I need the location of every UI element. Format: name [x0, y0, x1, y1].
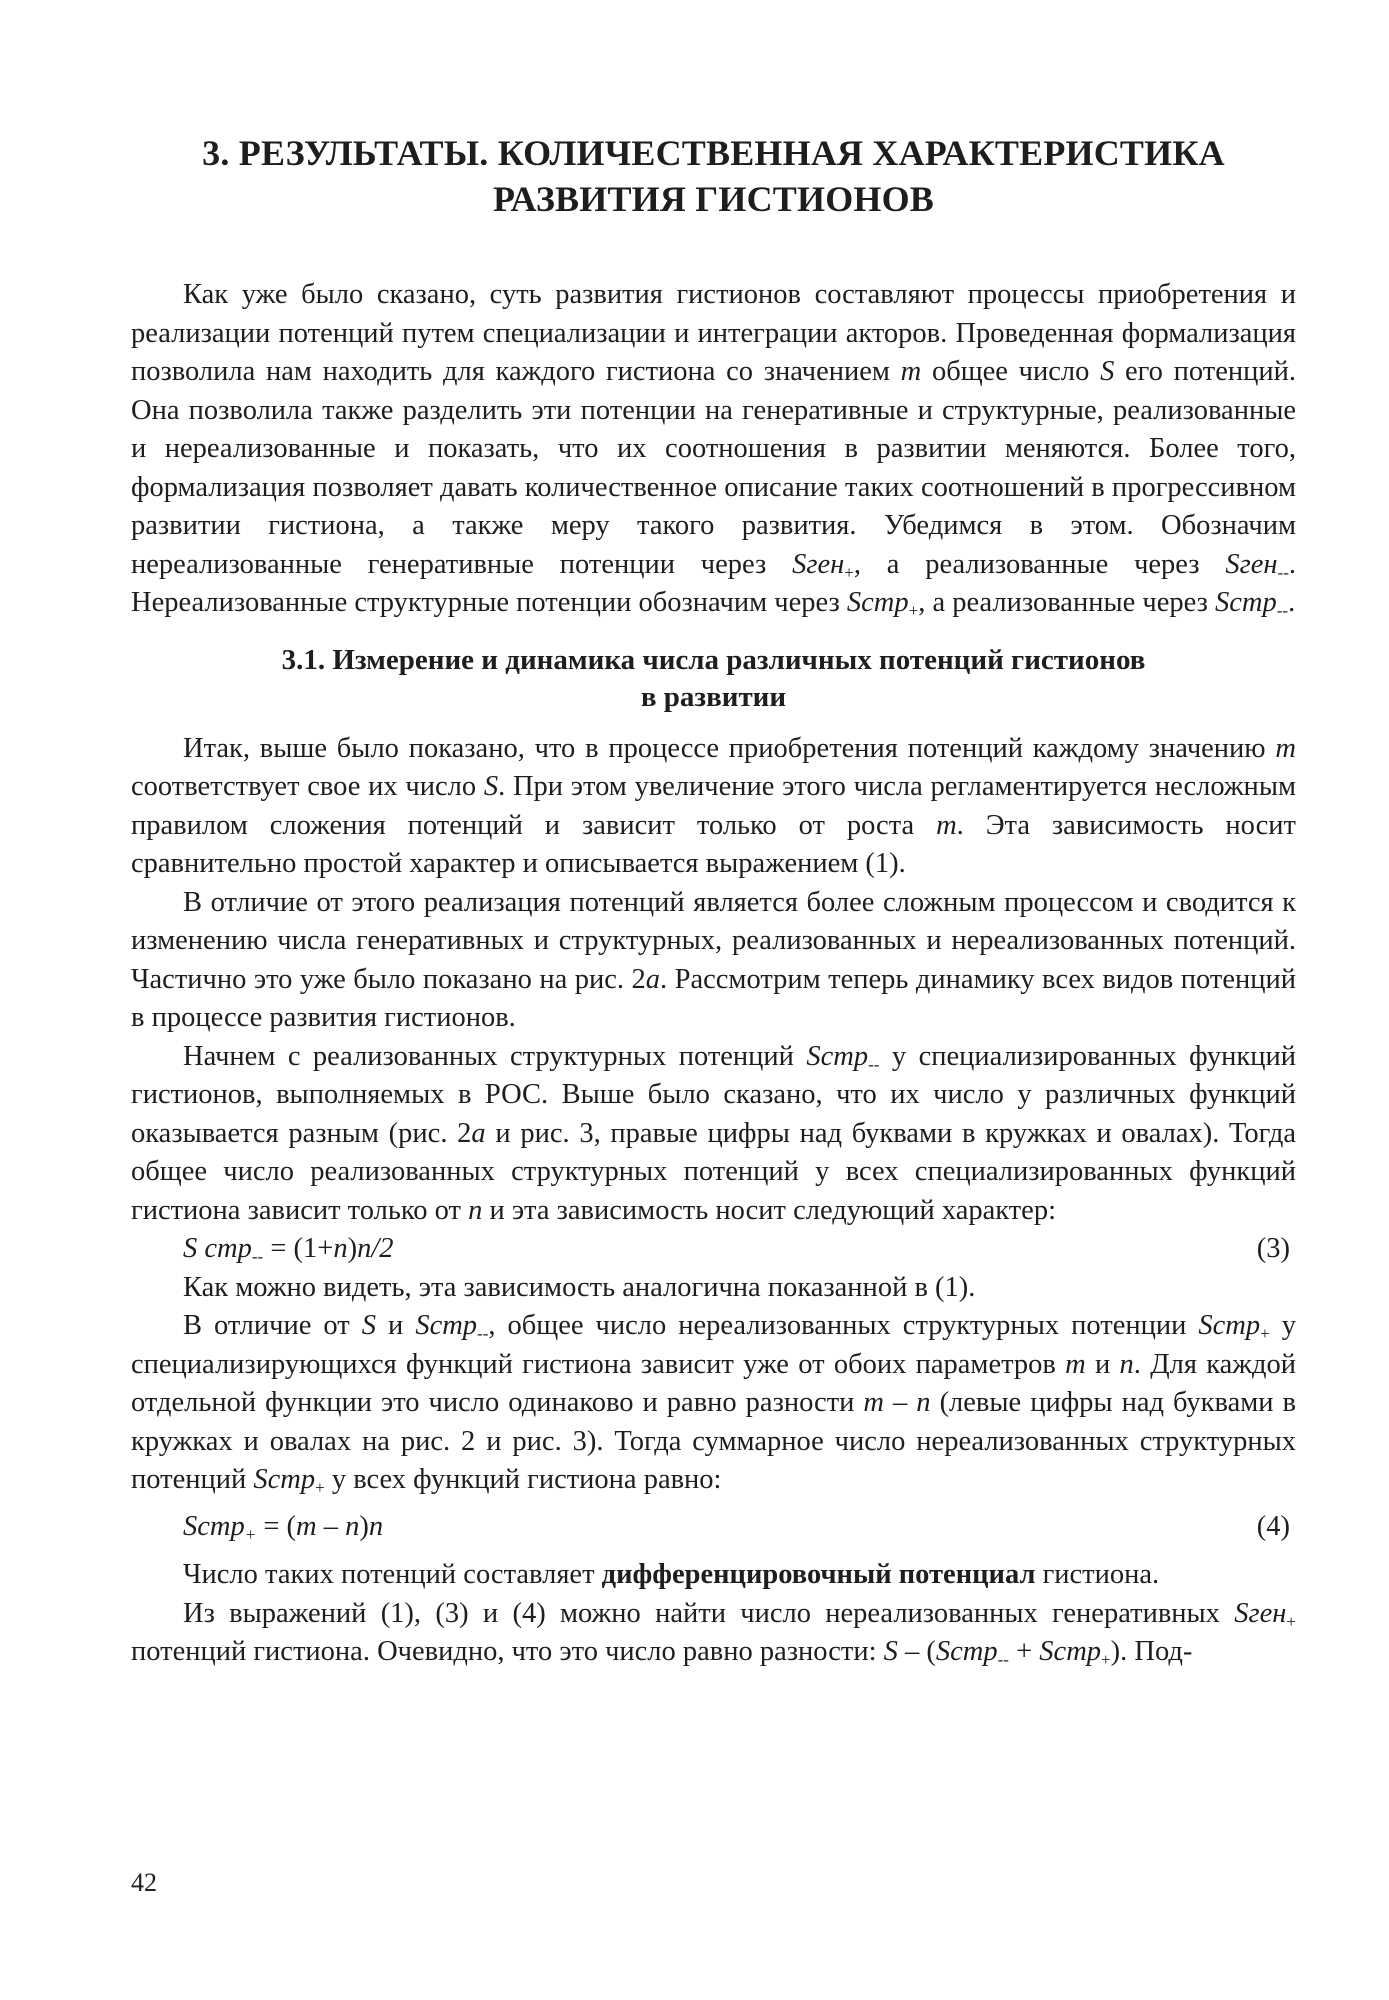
- subscript-minus: --: [1276, 601, 1289, 620]
- formula-4-number: (4): [1256, 1510, 1290, 1542]
- symbol-sstr: Sстр: [846, 587, 909, 618]
- text-run: его потенций. Она позволила также разделить эти потенции на генеративные и структурные, реализованные и нереализованные и показать, что их соотношения в развитии меняются. Более того, формализация позволяет давать количественное описание таких соотношений в прогрессивном развитии гистиона, а также меру такого развития. Убедимся в этом. Обозначим нереализованные генеративные потенции через: [131, 356, 1296, 580]
- figure-letter: а: [471, 1117, 486, 1149]
- text-run: +: [1008, 1636, 1040, 1667]
- text-run: гистиона.: [1035, 1559, 1160, 1590]
- variable-n: n: [333, 1233, 348, 1264]
- text-run: у всех функций гистиона равно:: [324, 1464, 722, 1495]
- subscript-minus: --: [251, 1247, 264, 1266]
- chapter-title-line1: 3. РЕЗУЛЬТАТЫ. КОЛИЧЕСТВЕННАЯ ХАРАКТЕРИСТИКА: [202, 133, 1225, 173]
- chapter-title-line2: РАЗВИТИЯ ГИСТИОНОВ: [492, 179, 935, 219]
- subscript-plus: +: [908, 601, 919, 620]
- text-run: . При этом увеличение этого числа регламентируется несложным правилом сложения потенций и зависит только от роста: [131, 771, 1296, 841]
- symbol-sstr: Sстр: [1198, 1310, 1261, 1341]
- formula-3: [131, 1230, 1296, 1269]
- text-run: , а реализованные через: [918, 587, 1215, 618]
- variable-s: S: [483, 771, 499, 802]
- text-run: Итак, выше было показано, что в процессе приобретения потенций каждому значению: [183, 732, 1276, 764]
- text-run: Как уже было сказано, суть развития гистионов составляют процессы приобретения и реализации потенций путем специализации и интеграции акторов. Проведенная формализация позволила нам находить для каждого гистиона со значением: [131, 279, 1296, 387]
- variable-m: m: [936, 809, 957, 841]
- formula-term: = (: [256, 1510, 297, 1542]
- bold-term: дифференцировочный потенциал: [601, 1559, 1036, 1590]
- formula-term: = (1+: [263, 1233, 334, 1264]
- section-heading-line2: в развитии: [640, 680, 787, 713]
- subscript-minus: --: [868, 1054, 880, 1074]
- paragraph-6: [131, 1556, 1296, 1595]
- subscript-minus: --: [1277, 562, 1289, 582]
- formula-term: Sстр: [183, 1510, 245, 1542]
- text-run: Число таких потенций составляет: [183, 1559, 602, 1590]
- variable-m: m: [900, 356, 922, 387]
- variable-n: n: [916, 1387, 931, 1418]
- variable-s: S: [1100, 356, 1115, 387]
- subscript-plus: +: [1101, 1650, 1111, 1669]
- text-run: общее число: [921, 356, 1101, 387]
- paragraph-7: [131, 1595, 1296, 1672]
- text-run: . Для каждой отдельной функции это число одинаково и равно разности: [131, 1348, 1296, 1418]
- subscript-plus: +: [315, 1478, 325, 1497]
- text-run: соответствует свое их число: [131, 771, 484, 802]
- formula-term: ): [359, 1510, 369, 1542]
- variable-n: n: [468, 1194, 483, 1226]
- text-run: у специализирующихся функций гистиона зависит уже от обоих параметров: [131, 1310, 1296, 1380]
- symbol-sstr: Sстр: [415, 1310, 478, 1341]
- paragraph-2: [131, 884, 1296, 1038]
- symbol-sstr: Sстр: [253, 1464, 316, 1495]
- paragraph-5: [131, 1307, 1296, 1500]
- subscript-plus: +: [244, 1524, 257, 1544]
- variable-s: S: [361, 1310, 376, 1341]
- formula-3-number: (3): [1256, 1233, 1290, 1264]
- text-run: . Рассмотрим теперь динамику всех видов потенций в процессе развития гистионов.: [131, 963, 1296, 1033]
- formula-3-expression: [183, 1230, 394, 1269]
- text-run: .: [1288, 587, 1296, 618]
- text-run: потенций гистиона. Очевидно, что это число равно разности:: [131, 1636, 884, 1667]
- text-run: . Нереализованные структурные потенции обозначим через: [131, 548, 1296, 618]
- variable-m: m: [296, 1510, 317, 1542]
- symbol-sstr: Sстр: [1215, 587, 1277, 618]
- text-column: [131, 130, 1296, 1672]
- formula-term: ): [347, 1233, 358, 1264]
- symbol-sstr: Sстр: [935, 1636, 998, 1667]
- formula-term: –: [316, 1510, 346, 1542]
- paragraph-4: Как можно видеть, эта зависимость аналогична показанной в (1).: [183, 1271, 976, 1303]
- section-heading-line1: 3.1. Измерение и динамика числа различных потенций гистионов: [281, 643, 1146, 676]
- text-run: , а реализованные через: [853, 548, 1226, 580]
- text-run: ). Под-: [1110, 1636, 1193, 1667]
- formula-4: [131, 1508, 1296, 1547]
- variable-m: m: [1065, 1348, 1086, 1380]
- text-run: Начнем с реализованных структурных потенций: [183, 1040, 807, 1072]
- figure-letter: а: [645, 963, 660, 995]
- text-run: . Эта зависимость носит сравнительно простой характер и описывается выражением (1).: [131, 809, 1296, 879]
- text-run: у специализированных функций гистионов, выполняемых в РОС. Выше было сказано, что их число у различных функций оказывается разным (рис. 2: [131, 1040, 1296, 1149]
- page-number: 42: [131, 1868, 157, 1897]
- subscript-plus: +: [844, 562, 854, 582]
- subscript-plus: +: [1260, 1324, 1270, 1343]
- chapter-title: [131, 130, 1296, 222]
- variable-s: S: [883, 1636, 898, 1667]
- variable-n: n: [345, 1510, 360, 1542]
- symbol-sgen: Sген: [1234, 1597, 1287, 1629]
- text-run: –: [884, 1387, 917, 1418]
- paragraph-1: [131, 730, 1296, 884]
- text-run: В отличие от: [183, 1310, 362, 1341]
- symbol-sstr: Sстр: [806, 1040, 869, 1072]
- formula-4-expression: [183, 1508, 383, 1547]
- text-run: и: [376, 1310, 416, 1341]
- text-run: и эта зависимость носит следующий характер:: [482, 1194, 1057, 1226]
- formula-term: S стр: [183, 1233, 252, 1264]
- text-run: – (: [897, 1636, 936, 1667]
- formula-term: n/2: [357, 1233, 394, 1264]
- text-run: Из выражений (1), (3) и (4) можно найти число нереализованных генеративных: [183, 1597, 1235, 1629]
- text-run: и рис. 3, правые цифры над буквами в кружках и овалах). Тогда общее число реализованных структурных потенций у всех специализированных функций гистиона зависит только от: [131, 1117, 1296, 1226]
- text-run: В отличие от этого реализация потенций является более сложным процессом и сводится к изменению числа генеративных и структурных, реализованных и нереализованных потенций. Частично это уже было показано на рис. 2: [131, 886, 1296, 995]
- subscript-minus: --: [997, 1650, 1009, 1669]
- text-run: и: [1085, 1348, 1120, 1380]
- symbol-sgen: Sген: [792, 548, 845, 580]
- text-run: , общее число нереализованных структурных потенции: [488, 1310, 1199, 1341]
- section-heading: [131, 642, 1296, 716]
- variable-n: n: [1119, 1348, 1134, 1380]
- variable-m: m: [863, 1387, 885, 1418]
- symbol-sstr: Sстр: [1039, 1636, 1102, 1667]
- text-run: (левые цифры над буквами в кружках и овалах на рис. 2 и рис. 3). Тогда суммарное число нереализованных структурных потенций: [131, 1387, 1296, 1495]
- subscript-minus: --: [477, 1324, 489, 1343]
- variable-m: m: [1275, 732, 1296, 764]
- symbol-sgen: Sген: [1225, 548, 1278, 580]
- intro-paragraph: [131, 276, 1296, 623]
- subscript-plus: +: [1286, 1611, 1296, 1631]
- variable-n: n: [368, 1510, 384, 1542]
- paragraph-3: [131, 1038, 1296, 1231]
